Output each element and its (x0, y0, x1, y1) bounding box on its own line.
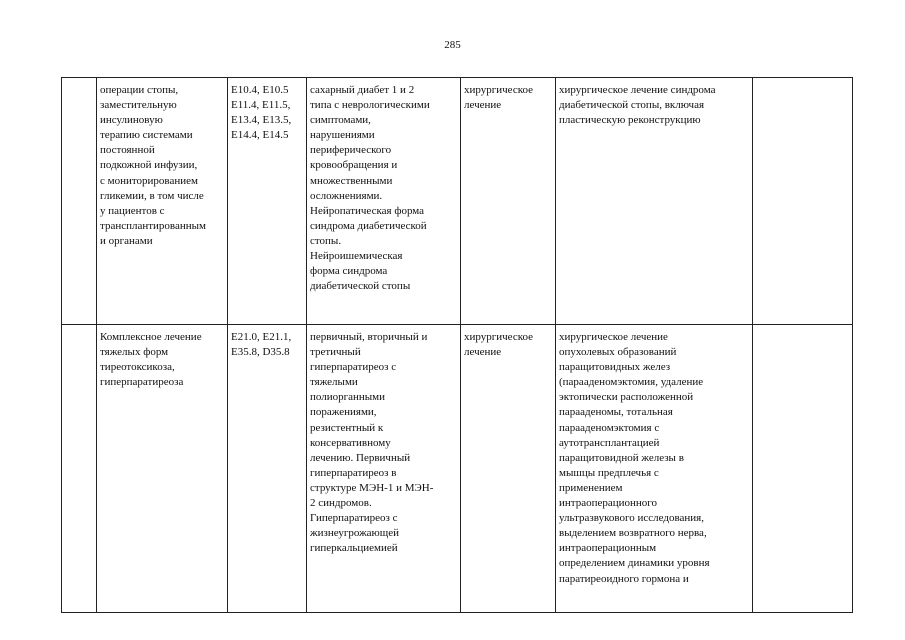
treatment-type-cell: хирургическое лечение (461, 78, 556, 325)
icd-codes-cell: E10.4, E10.5 E11.4, E11.5, E13.4, E13.5, E14.4, E14.5 (228, 78, 307, 325)
patient-model-cell: первичный, вторичный и третичный гиперпаратиреоз с тяжелыми полиорганными поражениями, резистентный к консервативному лечению. Первичный гиперпаратиреоз в структуре МЭН-1 и МЭН- 2 синдромов. Гиперпаратиреоз с жизнеугрожающей гиперкальциемией (307, 325, 461, 613)
table-row (62, 325, 853, 613)
patient-model-cell: сахарный диабет 1 и 2 типа с неврологическими симптомами, нарушениями периферического кровообращения и множественными осложнениями. Нейропатическая форма синдрома диабетической стопы. Нейроишемическая форма синдрома диабетической стопы (307, 78, 461, 325)
row-number-cell (62, 325, 97, 613)
treatment-table (61, 77, 853, 613)
page-number: 285 (444, 39, 461, 51)
row-number-cell (62, 78, 97, 325)
table-row (62, 78, 853, 325)
icd-codes-cell: E21.0, E21.1, E35.8, D35.8 (228, 325, 307, 613)
extra-cell (753, 325, 853, 613)
treatment-type-cell: хирургическое лечение (461, 325, 556, 613)
extra-cell (753, 78, 853, 325)
treatment-name-cell: Комплексное лечение тяжелых форм тиреотоксикоза, гиперпаратиреоза (97, 325, 228, 613)
treatment-method-cell: хирургическое лечение синдрома диабетической стопы, включая пластическую реконструкцию (556, 78, 753, 325)
treatment-name-cell: операции стопы, заместительную инсулиновую терапию системами постоянной подкожной инфузии, с мониторированием гликемии, в том числе у пациентов с трансплантированным и органами (97, 78, 228, 325)
treatment-method-cell: хирургическое лечение опухолевых образований паращитовидных желез (парааденомэктомия, удаление эктопически расположенной парааденомы, тотальная парааденомэктомия с аутотрансплантацией паращитовидной железы в мышцы предплечья с применением интраоперационного ультразвукового исследования, выделением возвратного нерва, интраоперационным определением динамики уровня паратиреоидного гормона и (556, 325, 753, 613)
